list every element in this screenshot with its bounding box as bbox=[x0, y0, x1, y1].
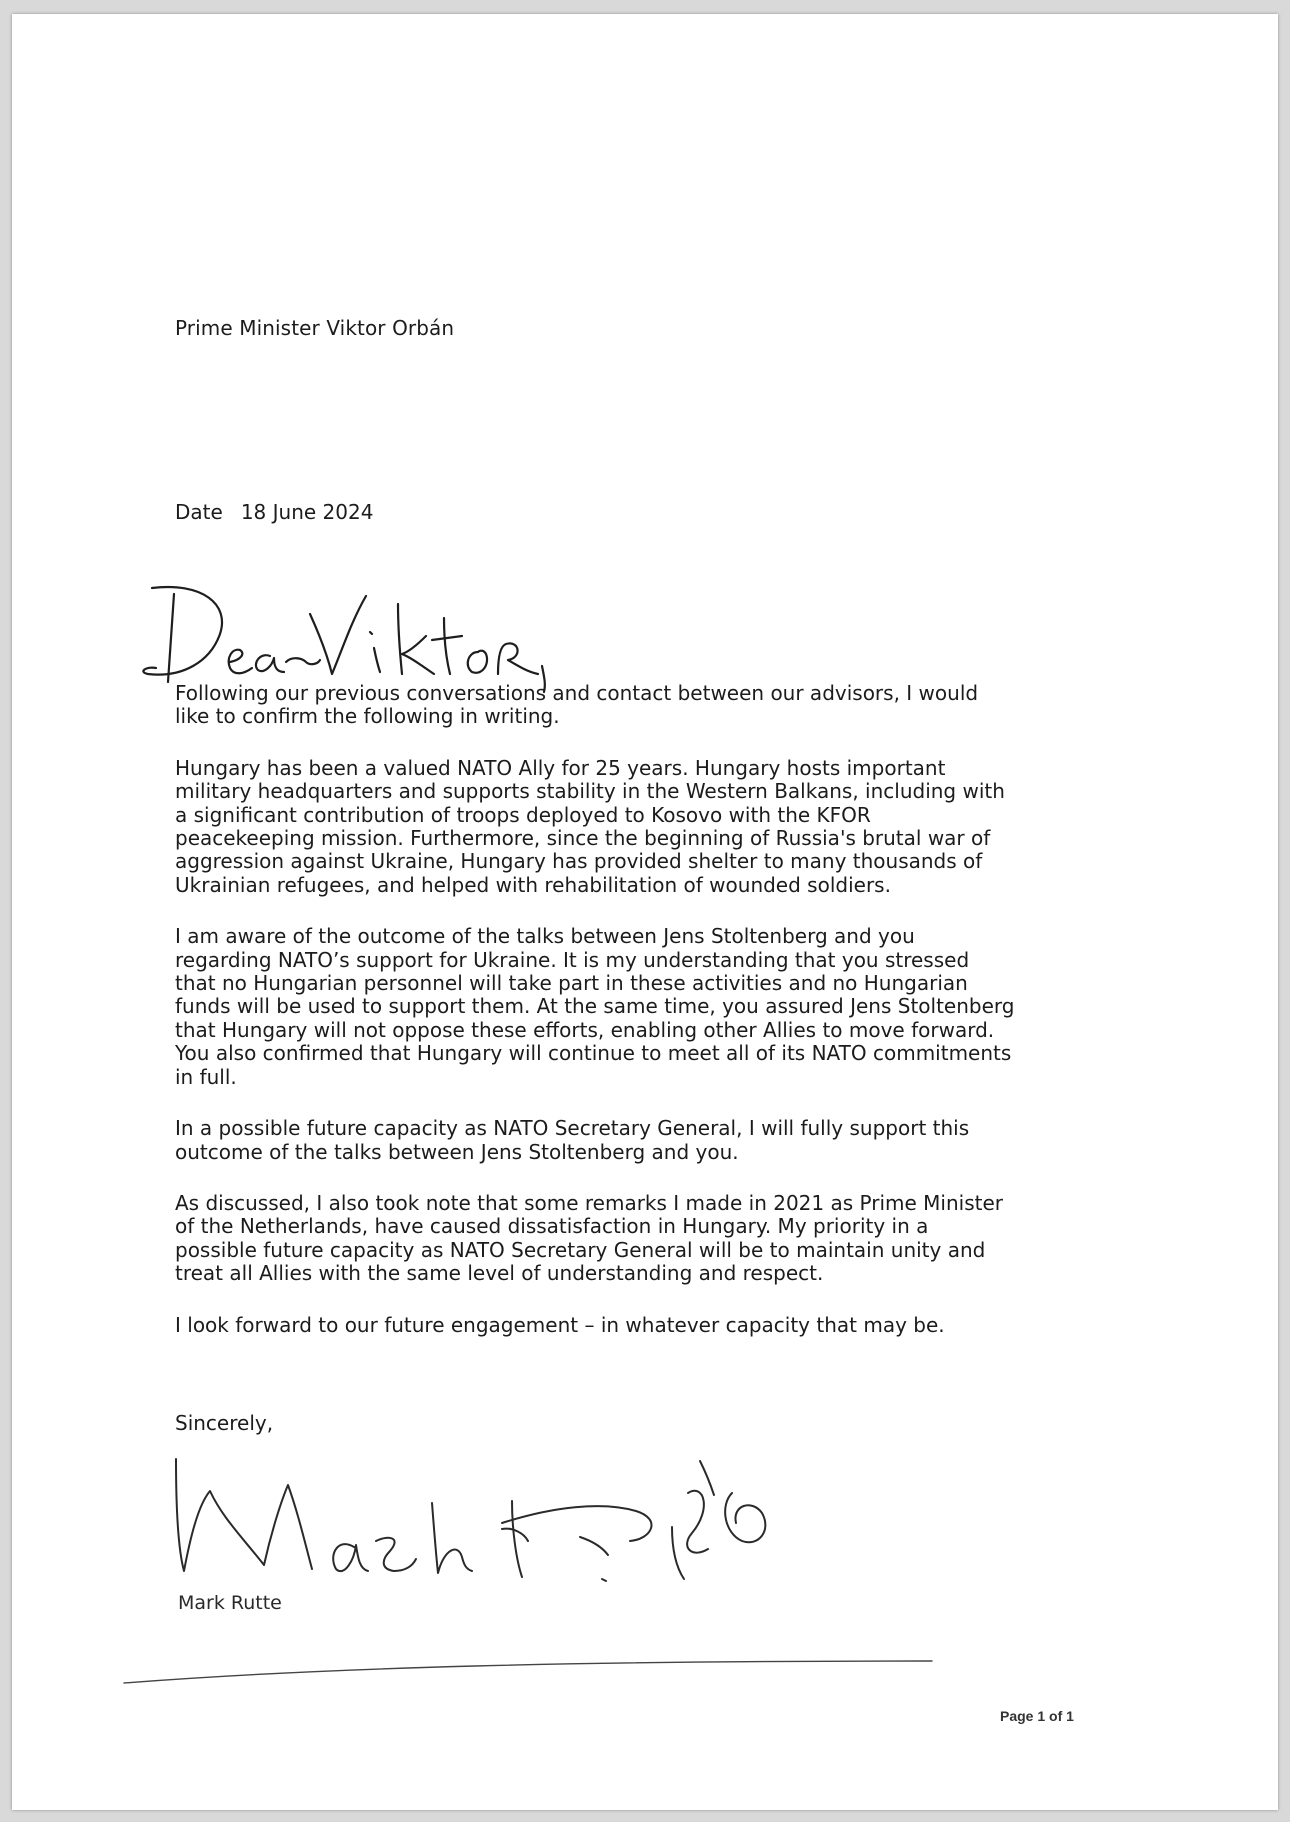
letter-page bbox=[12, 14, 1278, 1810]
signer-name: Mark Rutte bbox=[178, 1592, 282, 1614]
date-line bbox=[175, 500, 373, 524]
date-value: 18 June 2024 bbox=[240, 500, 374, 524]
page-number: Page 1 of 1 bbox=[1000, 1708, 1074, 1724]
paragraph: Hungary has been a valued NATO Ally for 25 years. Hungary hosts important military headquarters and supports stability in the Western Balkans, including with a significant contribution of troops deployed to Kosovo with the KFOR peacekeeping mission. Furthermore, since the beginning of Russia's brutal war of aggression against Ukraine, Hungary has provided shelter to many thousands of Ukrainian refugees, and helped with rehabilitation of wounded soldiers. bbox=[175, 755, 1005, 897]
paragraph: I am aware of the outcome of the talks between Jens Stoltenberg and you regarding NATO’s support for Ukraine. It is my understanding that you stressed that no Hungarian personnel will take part in these activities and no Hungarian funds will be used to support them. At the same time, you assured Jens Stoltenberg that Hungary will not oppose these efforts, enabling other Allies to move forward. You also confirmed that Hungary will continue to meet all of its NATO commitments in full. bbox=[175, 924, 1015, 1089]
paragraph: In a possible future capacity as NATO Secretary General, I will fully support this outcome of the talks between Jens Stoltenberg and you. bbox=[175, 1116, 970, 1164]
closing: Sincerely, bbox=[175, 1411, 274, 1435]
paragraph: Following our previous conversations and contact between our advisors, I would like to confirm the following in writing. bbox=[175, 681, 979, 729]
paragraph: As discussed, I also took note that some remarks I made in 2021 as Prime Minister of the Netherlands, have caused dissatisfaction in Hungary. My priority in a possible future capacity as NATO Secretary General will be to maintain unity and treat all Allies with the same level of understanding and respect. bbox=[175, 1190, 1003, 1286]
paragraph: I look forward to our future engagement – in whatever capacity that may be. bbox=[175, 1312, 945, 1337]
date-label: Date bbox=[175, 500, 223, 524]
letter-body bbox=[175, 682, 1015, 1365]
recipient-line: Prime Minister Viktor Orbán bbox=[175, 316, 455, 340]
